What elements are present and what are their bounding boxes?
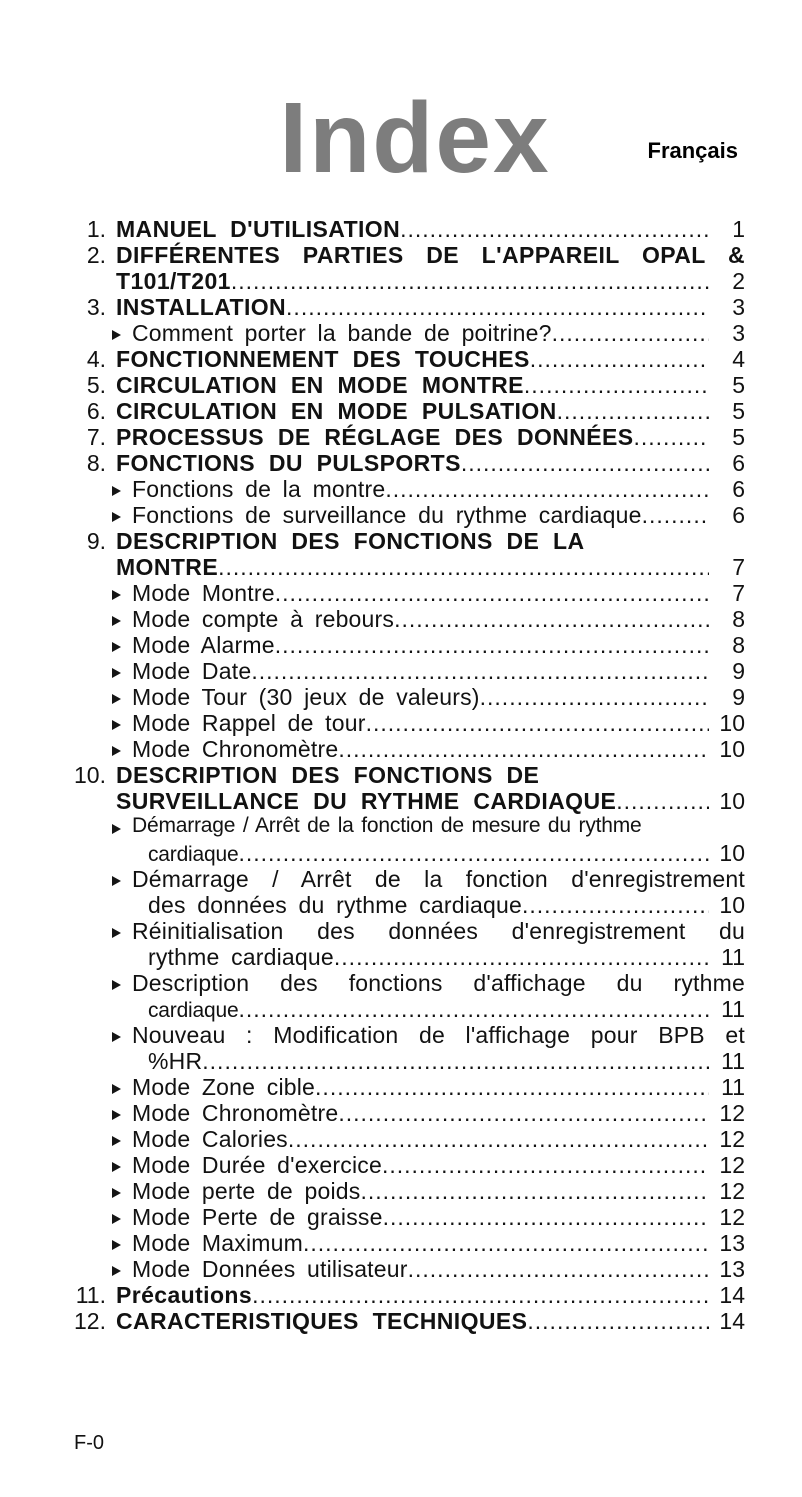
dot-leader (238, 840, 709, 867)
toc-page-number: 12 (719, 1178, 745, 1204)
toc-section-number: 3. (86, 294, 106, 320)
toc-page-number: 3 (732, 294, 745, 320)
toc-page-number: 11 (721, 944, 745, 970)
toc-item-label: MONTRE (116, 554, 219, 580)
toc-page-number: 12 (719, 1126, 745, 1152)
toc-section-number: 12. (74, 1308, 106, 1334)
toc-line (60, 632, 745, 658)
toc-line (60, 528, 745, 554)
toc-item-label: rythme cardiaque (148, 944, 334, 970)
toc-item-label: INSTALLATION (116, 294, 287, 320)
toc-page-number: 6 (732, 476, 745, 502)
toc-line (60, 424, 745, 450)
toc-item-label: T101/T201 (116, 268, 231, 294)
toc-item-label: Démarrage / Arrêt de la fonction de mesure du rythme (132, 814, 642, 837)
toc-item-label: cardiaque (148, 999, 239, 1022)
toc-item-label: DIFFÉRENTES PARTIES DE L'APPAREIL OPAL & (116, 242, 745, 268)
toc-page-number: 10 (719, 710, 745, 736)
toc-item-label: Réinitialisation des données d'enregistrement du (132, 918, 745, 944)
toc-line (60, 1204, 745, 1230)
toc-page-number: 10 (719, 840, 745, 866)
toc-line (60, 658, 745, 684)
table-of-contents (0, 216, 802, 1334)
toc-line (60, 476, 745, 502)
toc-line (60, 1074, 745, 1100)
page-title: Index (279, 82, 551, 194)
toc-line (60, 1282, 745, 1308)
toc-page-number: 10 (719, 788, 745, 814)
toc-line (60, 606, 745, 632)
bullet-triangle-icon (112, 1240, 121, 1250)
toc-item-label: SURVEILLANCE DU RYTHME CARDIAQUE (116, 788, 617, 814)
toc-item-label: Mode Montre (132, 580, 275, 606)
toc-page-number: 7 (732, 580, 745, 606)
dot-leader (275, 580, 709, 607)
toc-line (60, 1256, 745, 1282)
toc-item-label: Mode Tour (30 jeux de valeurs) (132, 684, 480, 710)
toc-item-label: DESCRIPTION DES FONCTIONS DE (116, 762, 540, 788)
bullet-triangle-icon (112, 1188, 121, 1198)
dot-leader (385, 476, 709, 503)
dot-leader (557, 398, 709, 425)
toc-item-label: MANUEL D'UTILISATION (116, 216, 401, 242)
toc-item-label: Mode Chronomètre (132, 1100, 339, 1126)
dot-leader (552, 320, 709, 347)
toc-line (60, 892, 745, 918)
dot-leader (530, 346, 709, 373)
toc-section-number: 1. (86, 216, 106, 242)
toc-item-label: PROCESSUS DE RÉGLAGE DES DONNÉES (116, 424, 634, 450)
dot-leader (642, 502, 709, 529)
dot-leader (252, 1282, 709, 1309)
toc-line (60, 216, 745, 242)
dot-leader (218, 554, 709, 581)
dot-leader (238, 996, 709, 1023)
toc-item-label: Démarrage / Arrêt de la fonction d'enregistrement (132, 866, 745, 892)
dot-leader (527, 1308, 709, 1335)
bullet-triangle-icon (112, 694, 121, 704)
toc-item-label: Mode Perte de graisse (132, 1204, 383, 1230)
toc-page-number: 12 (719, 1204, 745, 1230)
bullet-triangle-icon (112, 1110, 121, 1120)
toc-line (60, 1100, 745, 1126)
toc-item-label: Mode Données utilisateur (132, 1256, 408, 1282)
bullet-triangle-icon (112, 824, 121, 834)
toc-page-number: 5 (732, 398, 745, 424)
toc-page-number: 2 (732, 268, 745, 294)
toc-item-label: Mode Date (132, 658, 252, 684)
toc-page-number: 8 (732, 606, 745, 632)
toc-section-number: 2. (86, 242, 106, 268)
bullet-triangle-icon (112, 330, 121, 340)
toc-page-number: 4 (732, 346, 745, 372)
toc-page-number: 11 (721, 996, 745, 1022)
bullet-triangle-icon (112, 1032, 121, 1042)
toc-item-label: Mode Maximum (132, 1230, 303, 1256)
bullet-triangle-icon (112, 1214, 121, 1224)
toc-line (60, 372, 745, 398)
dot-leader (382, 1152, 709, 1179)
toc-line (60, 814, 745, 840)
toc-section-number: 8. (86, 450, 106, 476)
page-header (0, 0, 802, 194)
toc-line (60, 1230, 745, 1256)
toc-page-number: 11 (721, 1048, 745, 1074)
bullet-triangle-icon (112, 1266, 121, 1276)
bullet-triangle-icon (112, 876, 121, 886)
bullet-triangle-icon (112, 1162, 121, 1172)
toc-item-label: Mode Chronomètre (132, 736, 339, 762)
bullet-triangle-icon (112, 928, 121, 938)
toc-line (60, 1022, 745, 1048)
dot-leader (275, 632, 709, 659)
toc-line (60, 1048, 745, 1074)
toc-page-number: 12 (719, 1152, 745, 1178)
toc-item-label: Mode Durée d'exercice (132, 1152, 382, 1178)
toc-line (60, 320, 745, 346)
toc-page-number: 6 (732, 450, 745, 476)
toc-line (60, 944, 745, 970)
bullet-triangle-icon (112, 1136, 121, 1146)
dot-leader (408, 1256, 709, 1283)
dot-leader (461, 450, 709, 477)
toc-item-label: CARACTERISTIQUES TECHNIQUES (116, 1308, 528, 1334)
toc-line (60, 1178, 745, 1204)
dot-leader (383, 1204, 709, 1231)
toc-item-label: Comment porter la bande de poitrine? (132, 320, 552, 346)
dot-leader (366, 710, 709, 737)
dot-leader (522, 892, 709, 919)
dot-leader (202, 1048, 709, 1075)
dot-leader (286, 294, 709, 321)
bullet-triangle-icon (112, 590, 121, 600)
bullet-triangle-icon (112, 642, 121, 652)
toc-line (60, 398, 745, 424)
toc-item-label: Mode Calories (132, 1126, 288, 1152)
dot-leader (361, 1178, 710, 1205)
dot-leader (315, 1074, 709, 1101)
dot-leader (231, 268, 709, 295)
toc-page-number: 7 (732, 554, 745, 580)
toc-page-number: 8 (732, 632, 745, 658)
toc-page-number: 14 (719, 1308, 745, 1334)
toc-line (60, 840, 745, 866)
toc-item-label: %HR (148, 1048, 203, 1074)
toc-item-label: Mode Alarme (132, 632, 275, 658)
toc-line (60, 242, 745, 268)
toc-line (60, 762, 745, 788)
toc-item-label: cardiaque (148, 843, 239, 866)
toc-line (60, 580, 745, 606)
toc-line (60, 684, 745, 710)
toc-page-number: 13 (719, 1256, 745, 1282)
dot-leader (616, 788, 709, 815)
dot-leader (338, 1100, 709, 1127)
toc-item-label: Nouveau : Modification de l'affichage pour BPB et (132, 1022, 745, 1048)
toc-line (60, 346, 745, 372)
toc-line (60, 736, 745, 762)
bullet-triangle-icon (112, 980, 121, 990)
dot-leader (400, 216, 709, 243)
dot-leader (303, 1230, 709, 1257)
dot-leader (288, 1126, 709, 1153)
toc-page-number: 5 (732, 424, 745, 450)
bullet-triangle-icon (112, 486, 121, 496)
toc-page-number: 10 (719, 736, 745, 762)
toc-item-label: Mode Rappel de tour (132, 710, 366, 736)
toc-item-label: Fonctions de surveillance du rythme cardiaque (132, 502, 642, 528)
toc-item-label: CIRCULATION EN MODE PULSATION (116, 398, 557, 424)
bullet-triangle-icon (112, 720, 121, 730)
toc-item-label: Description des fonctions d'affichage du rythme (132, 970, 745, 996)
toc-page-number: 14 (719, 1282, 745, 1308)
toc-page-number: 9 (732, 684, 745, 710)
dot-leader (338, 736, 709, 763)
page-number-footer: F-0 (74, 1432, 104, 1454)
dot-leader (394, 606, 709, 633)
toc-item-label: des données du rythme cardiaque (148, 892, 522, 918)
language-label: Français (647, 138, 738, 163)
toc-item-label: CIRCULATION EN MODE MONTRE (116, 372, 524, 398)
toc-line (60, 1308, 745, 1334)
toc-section-number: 10. (74, 762, 106, 788)
toc-line (60, 554, 745, 580)
dot-leader (634, 424, 710, 451)
bullet-triangle-icon (112, 616, 121, 626)
toc-page-number: 6 (732, 502, 745, 528)
toc-page-number: 1 (732, 216, 745, 242)
toc-section-number: 5. (86, 372, 106, 398)
bullet-triangle-icon (112, 668, 121, 678)
toc-line (60, 710, 745, 736)
toc-page-number: 13 (719, 1230, 745, 1256)
toc-page-number: 11 (721, 1074, 745, 1100)
toc-section-number: 6. (86, 398, 106, 424)
toc-item-label: DESCRIPTION DES FONCTIONS DE LA (116, 528, 585, 554)
toc-line (60, 502, 745, 528)
toc-line (60, 970, 745, 996)
toc-line (60, 450, 745, 476)
toc-page-number: 12 (719, 1100, 745, 1126)
dot-leader (251, 658, 709, 685)
toc-item-label: FONCTIONNEMENT DES TOUCHES (116, 346, 530, 372)
toc-page-number: 9 (732, 658, 745, 684)
dot-leader (334, 944, 709, 971)
toc-item-label: Précautions (116, 1282, 253, 1308)
toc-line (60, 918, 745, 944)
toc-page-number: 3 (732, 320, 745, 346)
toc-page-number: 5 (732, 372, 745, 398)
toc-item-label: Fonctions de la montre (132, 476, 386, 502)
toc-line (60, 294, 745, 320)
toc-line (60, 1126, 745, 1152)
toc-item-label: Mode perte de poids (132, 1178, 361, 1204)
toc-item-label: Mode Zone cible (132, 1074, 316, 1100)
toc-line (60, 1152, 745, 1178)
toc-section-number: 4. (86, 346, 106, 372)
bullet-triangle-icon (112, 1084, 121, 1094)
toc-item-label: FONCTIONS DU PULSPORTS (116, 450, 461, 476)
toc-line (60, 268, 745, 294)
toc-section-number: 9. (86, 528, 106, 554)
dot-leader (480, 684, 709, 711)
dot-leader (524, 372, 709, 399)
toc-section-number: 11. (75, 1282, 106, 1308)
toc-line (60, 866, 745, 892)
toc-line (60, 788, 745, 814)
toc-section-number: 7. (86, 424, 106, 450)
toc-page-number: 10 (719, 892, 745, 918)
toc-line (60, 996, 745, 1022)
bullet-triangle-icon (112, 746, 121, 756)
toc-item-label: Mode compte à rebours (132, 606, 395, 632)
bullet-triangle-icon (112, 512, 121, 522)
